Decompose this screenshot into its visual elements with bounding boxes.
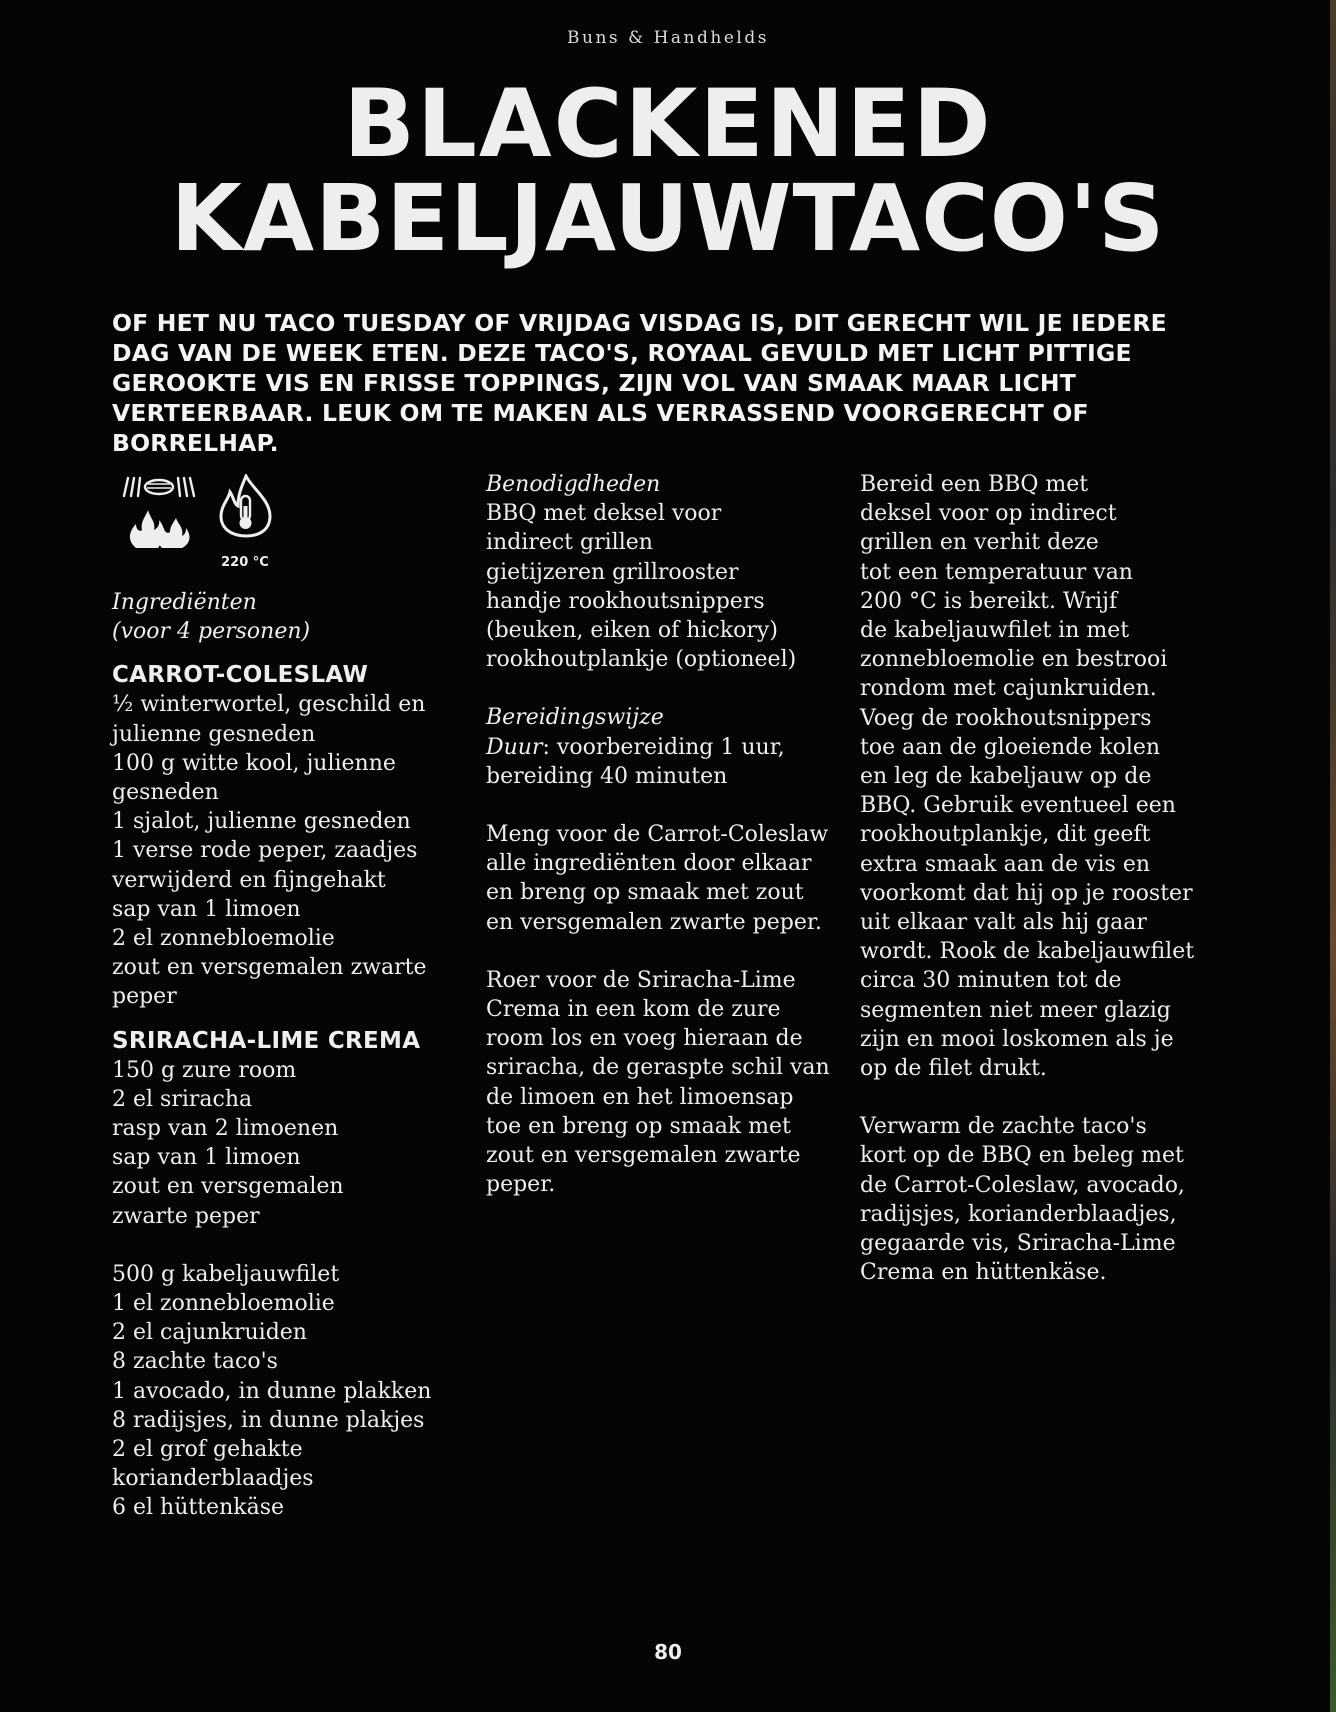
method-line: de Carrot-Coleslaw, avocado, — [860, 1172, 1185, 1198]
ingredient-line: 2 el grof gehakte — [112, 1437, 303, 1463]
method-line: grillen en verhit deze — [860, 530, 1099, 556]
method-line: peper. — [486, 1172, 556, 1198]
recipe-title-line-1: BLACKENED — [343, 70, 993, 179]
method-line: zijn en mooi loskomen als je — [860, 1026, 1174, 1052]
recipe-title-line-2: KABELJAUWTACO'S — [170, 165, 1166, 272]
equipment-line: (beuken, eiken of hickory) — [486, 618, 778, 644]
method-line: op de filet drukt. — [860, 1056, 1047, 1082]
cooking-icons — [112, 470, 312, 570]
equipment-method-column — [486, 470, 846, 1199]
spacer — [112, 1231, 462, 1260]
ingredient-line: 100 g witte kool, julienne — [112, 750, 396, 776]
method-column — [860, 470, 1220, 1287]
ingredient-line: 2 el cajunkruiden — [112, 1320, 307, 1346]
method-line: en versgemalen zwarte peper. — [486, 909, 822, 935]
ingredient-line: zout en versgemalen — [112, 1174, 344, 1200]
ingredient-line: 1 sjalot, julienne gesneden — [112, 809, 411, 835]
method-line: tot een temperatuur van — [860, 559, 1133, 585]
method-line: Bereid een BBQ met — [860, 472, 1089, 497]
equipment-line: indirect grillen — [486, 530, 653, 556]
ingredient-line: ½ winterwortel, geschild en — [112, 692, 426, 718]
ingredient-line: korianderblaadjes — [112, 1466, 314, 1492]
method-line: rondom met cajunkruiden. — [860, 676, 1157, 702]
spacer — [486, 791, 846, 820]
recipe-intro: OF HET NU TACO TUESDAY OF VRIJDAG VISDAG IS, DIT GERECHT WIL JE IEDERE DAG VAN DE WEEK ETEN. DEZE TACO'S, ROYAAL GEVULD MET LICHT PITTIGE GEROOKTE VIS EN FRISSE TOPPINGS, ZIJN VOL VAN SMAAK MAAR LICHT VERTEERBAAR. LEUK OM TE MAKEN ALS VERRASSEND VOORGERECHT OF BORRELHAP. — [112, 309, 1167, 457]
ingredients-servings: (voor 4 personen) — [112, 619, 311, 645]
coleslaw-heading: CARROT-COLESLAW — [112, 662, 369, 689]
method-line: sriracha, de geraspte schil van — [486, 1055, 830, 1081]
recipe-title — [0, 70, 1336, 272]
ingredient-line: zout en versgemalen zwarte — [112, 955, 427, 981]
ingredient-line: zwarte peper — [112, 1203, 260, 1229]
duration-prep: : voorbereiding 1 uur, — [542, 734, 785, 760]
ingredient-line: sap van 1 limoen — [112, 1145, 301, 1171]
method-line: de kabeljauwfilet in met — [860, 618, 1130, 644]
method-line: circa 30 minuten tot de — [860, 968, 1122, 994]
ingredient-line: 1 avocado, in dunne plakken — [112, 1378, 432, 1404]
duration-label: Duur — [486, 734, 543, 760]
temperature-label: 220 °C — [221, 555, 269, 570]
method-line: wordt. Rook de kabeljauwfilet — [860, 939, 1195, 965]
method-line: Voeg de rookhoutsnippers — [860, 705, 1152, 731]
method-line: deksel voor op indirect — [860, 501, 1117, 527]
method-line: 200 °C is bereikt. Wrijf — [860, 588, 1118, 614]
method-heading: Bereidingswijze — [486, 705, 664, 731]
method-line: de limoen en het limoensap — [486, 1084, 794, 1110]
ingredient-line: 8 radijsjes, in dunne plakjes — [112, 1407, 425, 1433]
equipment-line: gietijzeren grillrooster — [486, 559, 739, 585]
method-line: toe aan de gloeiende kolen — [860, 734, 1161, 760]
equipment-line: rookhoutplankje (optioneel) — [486, 647, 797, 673]
method-line: radijsjes, korianderblaadjes, — [860, 1201, 1177, 1227]
method-line: gegaarde vis, Sriracha-Lime — [860, 1231, 1176, 1257]
method-line: zout en versgemalen zwarte — [486, 1143, 801, 1169]
page-number: 80 — [654, 1640, 682, 1664]
flame-thermometer-icon — [216, 474, 274, 538]
ingredient-line: 2 el sriracha — [112, 1086, 253, 1112]
spacer — [486, 937, 846, 966]
method-line: zonnebloemolie en bestrooi — [860, 647, 1168, 673]
ingredient-line: julienne gesneden — [112, 721, 316, 747]
duration-cook: bereiding 40 minuten — [486, 763, 728, 789]
ingredient-line: gesneden — [112, 780, 219, 806]
ingredient-line: 150 g zure room — [112, 1057, 297, 1083]
ingredients-column — [112, 470, 462, 1523]
spacer — [860, 1083, 1220, 1112]
running-head: Buns & Handhelds — [567, 28, 769, 48]
ingredient-line: 1 el zonnebloemolie — [112, 1291, 335, 1317]
ingredient-line: 500 g kabeljauwfilet — [112, 1261, 340, 1287]
method-line: Crema in een kom de zure — [486, 997, 781, 1023]
method-line: BBQ. Gebruik eventueel een — [860, 793, 1176, 819]
method-line: en breng op smaak met zout — [486, 880, 804, 906]
ingredient-line: peper — [112, 984, 177, 1010]
ingredient-line: 1 verse rode peper, zaadjes — [112, 838, 418, 864]
ingredient-line: rasp van 2 limoenen — [112, 1116, 339, 1142]
method-line: en leg de kabeljauw op de — [860, 764, 1152, 790]
equipment-line: handje rookhoutsnippers — [486, 588, 765, 614]
method-line: kort op de BBQ en beleg met — [860, 1143, 1184, 1169]
method-line: segmenten niet meer glazig — [860, 997, 1171, 1023]
method-line: uit elkaar valt als hij gaar — [860, 910, 1147, 936]
method-line: voorkomt dat hij op je rooster — [860, 880, 1193, 906]
method-line: Crema en hüttenkäse. — [860, 1260, 1107, 1286]
method-line: rookhoutplankje, dit geeft — [860, 822, 1151, 848]
ingredients-heading: Ingrediënten — [112, 590, 257, 615]
equipment-heading: Benodigdheden — [486, 472, 661, 497]
method-line: room los en voeg hieraan de — [486, 1026, 803, 1052]
method-line: extra smaak aan de vis en — [860, 851, 1151, 877]
ingredient-line: 2 el zonnebloemolie — [112, 926, 335, 952]
method-line: Verwarm de zachte taco's — [860, 1114, 1147, 1140]
ingredient-line: 6 el hüttenkäse — [112, 1495, 285, 1521]
ingredient-line: sap van 1 limoen — [112, 896, 301, 922]
equipment-line: BBQ met deksel voor — [486, 501, 722, 527]
bbq-indirect-grill-icon — [122, 474, 196, 550]
method-line: Roer voor de Sriracha-Lime — [486, 967, 796, 993]
spacer — [486, 674, 846, 703]
method-line: toe en breng op smaak met — [486, 1113, 791, 1139]
crema-heading: SRIRACHA-LIME CREMA — [112, 1027, 421, 1054]
duration-line — [486, 733, 846, 762]
ingredient-line: verwijderd en fijngehakt — [112, 867, 386, 893]
method-line: alle ingrediënten door elkaar — [486, 851, 812, 877]
ingredient-line: 8 zachte taco's — [112, 1349, 278, 1375]
method-line: Meng voor de Carrot-Coleslaw — [486, 822, 829, 848]
